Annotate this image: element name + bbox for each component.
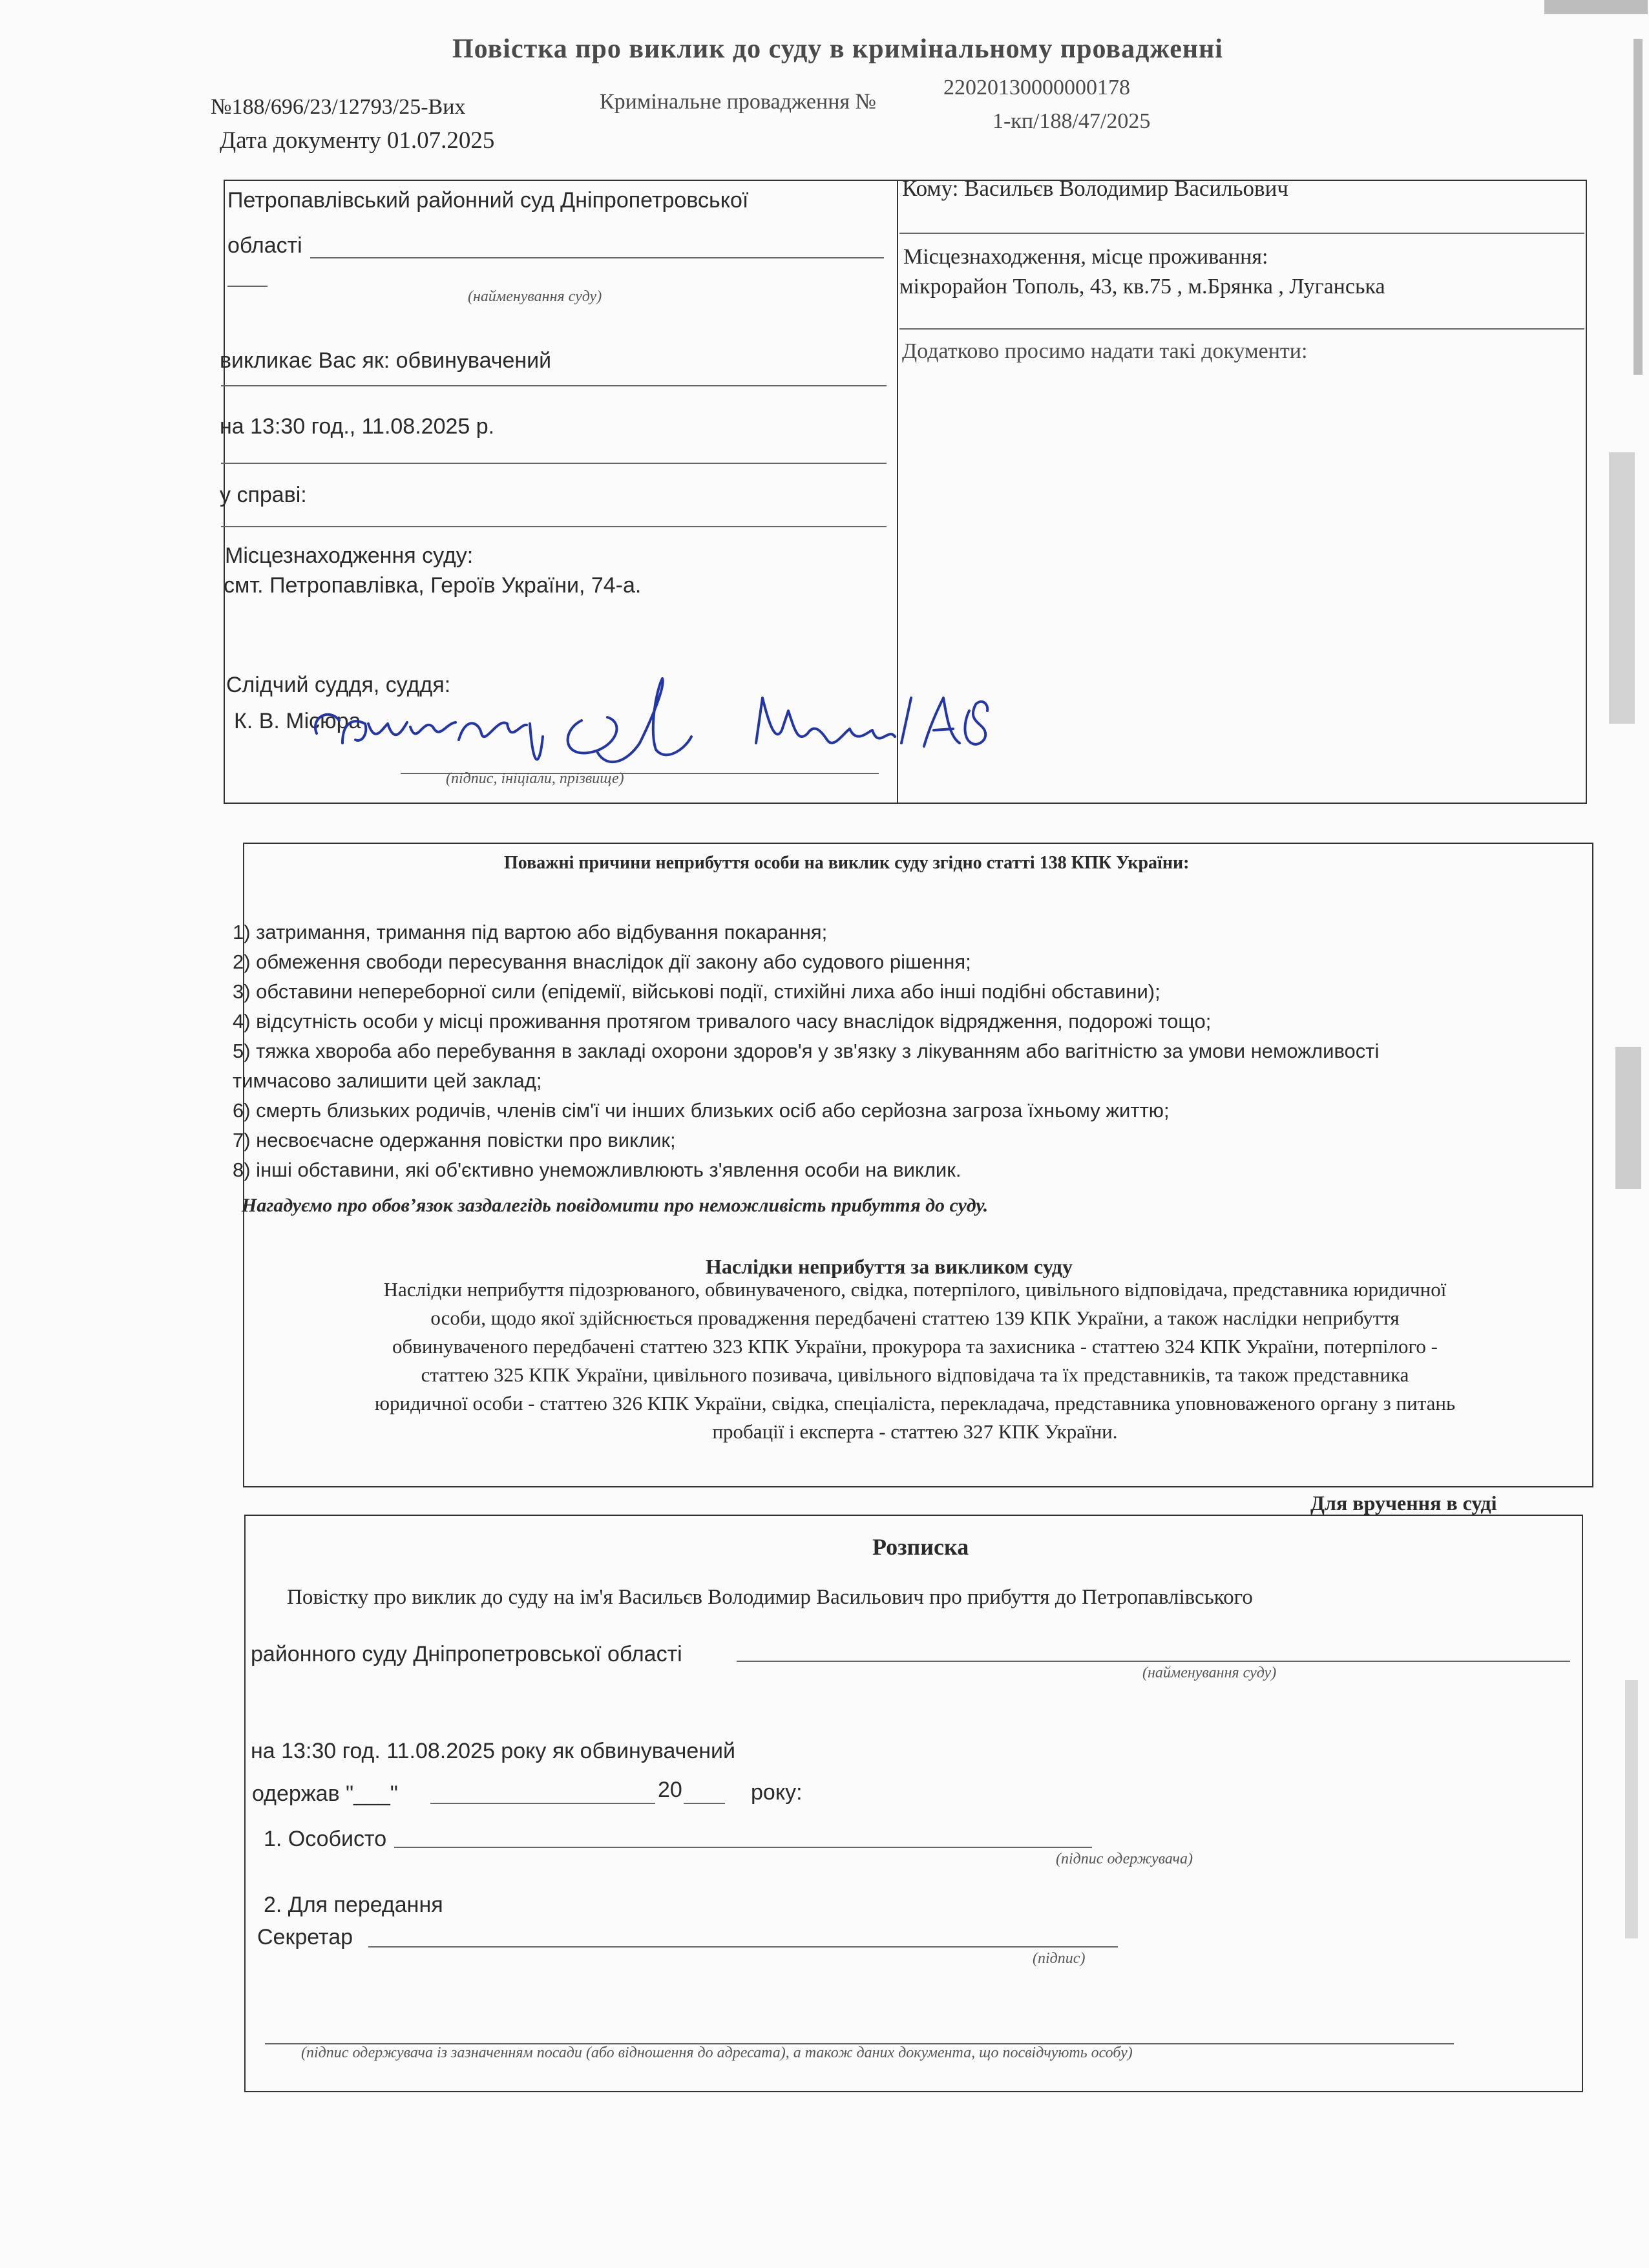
- receipt-title: Розписка: [872, 1534, 969, 1560]
- received-month-rule: [430, 1803, 655, 1804]
- consequences-line: обвинуваченого передбачені статтею 323 КПК України, прокурора та захисника - статтею 324 КПК України, потерпілого -: [392, 1335, 1438, 1358]
- court-location-label: Місцезнаходження суду:: [225, 543, 474, 568]
- document-date: Дата документу 01.07.2025: [220, 127, 495, 154]
- reason-item: 2) обмеження свободи пересування внаслідок дії закону або судового рішення;: [233, 950, 971, 973]
- hearing-time: на 13:30 год., 11.08.2025 р.: [220, 414, 495, 439]
- reason-item: 7) несвоєчасне одержання повістки про виклик;: [233, 1129, 676, 1151]
- signature-caption: (підпис, ініціали, прізвище): [446, 770, 624, 787]
- receipt-time-line: на 13:30 год. 11.08.2025 року як обвинувачений: [251, 1739, 735, 1763]
- reason-item: 8) інші обставини, які об'єктивно унеможливлюють з'явлення особи на виклик.: [233, 1159, 961, 1181]
- receipt-court-caption: (найменування суду): [1142, 1664, 1277, 1681]
- consequences-line: особи, щодо якої здійснюється провадження передбачені статтею 139 КПК України, а також наслідки неприбуття: [430, 1307, 1400, 1329]
- receipt-line2: районного суду Дніпропетровської області: [251, 1642, 682, 1666]
- secretary-label: Секретар: [257, 1925, 353, 1949]
- personally-label: 1. Особисто: [264, 1827, 387, 1851]
- reminder-note: Нагадуємо про обов’язок заздалегідь повідомити про неможливість прибуття до суду.: [242, 1195, 989, 1216]
- consequences-line: статтею 325 КПК України, цивільного позивача, цивільного відповідача та їх представників, та також представника: [421, 1363, 1409, 1386]
- recipient-signature-caption: (підпис одержувача): [1056, 1851, 1193, 1867]
- court-name-line2: області: [227, 233, 302, 258]
- scan-edge-right-mid: [1609, 452, 1635, 724]
- recipient-rule: [899, 233, 1584, 234]
- reason-item: 6) смерть близьких родичів, членів сім'ї чи інших близьких осіб або серйозна загроза їхньому життю;: [233, 1099, 1170, 1122]
- court-name-caption: (найменування суду): [468, 288, 602, 305]
- residence-value: мікрорайон Тополь, 43, кв.75 , м.Брянка , Луганська: [899, 275, 1385, 299]
- court-location-value: смт. Петропавлівка, Героїв України, 74-а.: [224, 573, 642, 598]
- secretary-rule: [368, 1946, 1118, 1948]
- absence-reasons-list: [233, 918, 1577, 1185]
- reason-item: 1) затримання, тримання під вартою або відбування покарання;: [233, 921, 828, 943]
- absence-reasons-title: Поважні причини неприбуття особи на виклик суду згідно статті 138 КПК України:: [504, 853, 1190, 873]
- received-date-prefix: одержав "___": [252, 1781, 398, 1806]
- bottom-caption: (підпис одержувача із зазначенням посади (або відношення до адресата), а також даних документа, що посвідчують особу): [301, 2044, 1133, 2061]
- summoned-as-rule: [221, 385, 887, 386]
- proceeding-number: 22020130000000178: [943, 76, 1130, 100]
- scan-edge-top: [1544, 0, 1648, 14]
- residence-label: Місцезнаходження, місце проживання:: [903, 245, 1268, 269]
- reason-item: 4) відсутність особи у місці проживання протягом тривалого часу внаслідок відрядження, подорожі тощо;: [233, 1010, 1212, 1033]
- judge-name: К. В. Місюра: [234, 709, 361, 733]
- in-case-label: у справі:: [220, 483, 307, 507]
- summoned-as: викликає Вас як: обвинувачений: [220, 348, 552, 373]
- reason-item: 5) тяжка хвороба або перебування в закладі охорони здоров'я у зв'язку з лікуванням або вагітністю за умови неможливості: [233, 1040, 1380, 1062]
- handwritten-signature: [304, 672, 1008, 782]
- consequences-title: Наслідки неприбуття за викликом суду: [706, 1255, 1073, 1278]
- reason-item: 3) обставини непереборної сили (епідемії, військові події, стихійні лиха або інші подібні обставини);: [233, 980, 1161, 1003]
- outgoing-number: №188/696/23/12793/25-Вих: [211, 95, 466, 119]
- page-title: Повістка про виклик до суду в кримінальному провадженні: [452, 34, 1223, 64]
- consequences-line: юридичної особи - статтею 326 КПК України, свідка, спеціаліста, перекладача, представника уповноваженого органу з питань: [374, 1392, 1456, 1414]
- received-year: 20: [658, 1778, 682, 1802]
- received-suffix: року:: [751, 1780, 803, 1805]
- recipient-name: Кому: Васильєв Володимир Васильович: [902, 176, 1288, 201]
- in-case-rule: [221, 526, 887, 527]
- scan-edge-right-bottom: [1625, 1680, 1638, 1938]
- scan-edge-right-low: [1615, 1047, 1641, 1189]
- for-delivery-label: Для вручення в суді: [1310, 1491, 1497, 1515]
- residence-rule: [899, 328, 1584, 330]
- hearing-time-rule: [221, 463, 887, 464]
- secretary-signature-caption: (підпис): [1033, 1950, 1086, 1967]
- received-year-rule: [684, 1803, 725, 1804]
- receipt-court-rule: [737, 1661, 1570, 1662]
- court-name-underline: [310, 257, 884, 258]
- consequences-line: пробації і експерта - статтею 327 КПК України.: [712, 1420, 1118, 1443]
- consequences-text: [249, 1276, 1581, 1446]
- receipt-line1: Повістку про виклик до суду на ім'я Васильєв Володимир Васильович про прибуття до Петропавлівського: [287, 1586, 1253, 1609]
- for-transfer-label: 2. Для передання: [264, 1893, 443, 1917]
- reason-item: тимчасово залишити цей заклад;: [233, 1069, 542, 1092]
- personally-rule: [394, 1847, 1092, 1848]
- extra-documents-label: Додатково просимо надати такі документи:: [902, 339, 1308, 363]
- court-name-underline-short: [227, 286, 268, 287]
- court-name-line1: Петропавлівський районний суд Дніпропетровської: [227, 188, 749, 213]
- judge-label: Слідчий суддя, суддя:: [226, 673, 451, 697]
- scan-edge-right-top: [1633, 39, 1643, 375]
- consequences-line: Наслідки неприбуття підозрюваного, обвинуваченого, свідка, потерпілого, цивільного відповідача, представника юридичної: [383, 1278, 1447, 1301]
- proceeding-label: Кримінальне провадження №: [600, 90, 876, 114]
- case-number: 1-кп/188/47/2025: [993, 109, 1151, 133]
